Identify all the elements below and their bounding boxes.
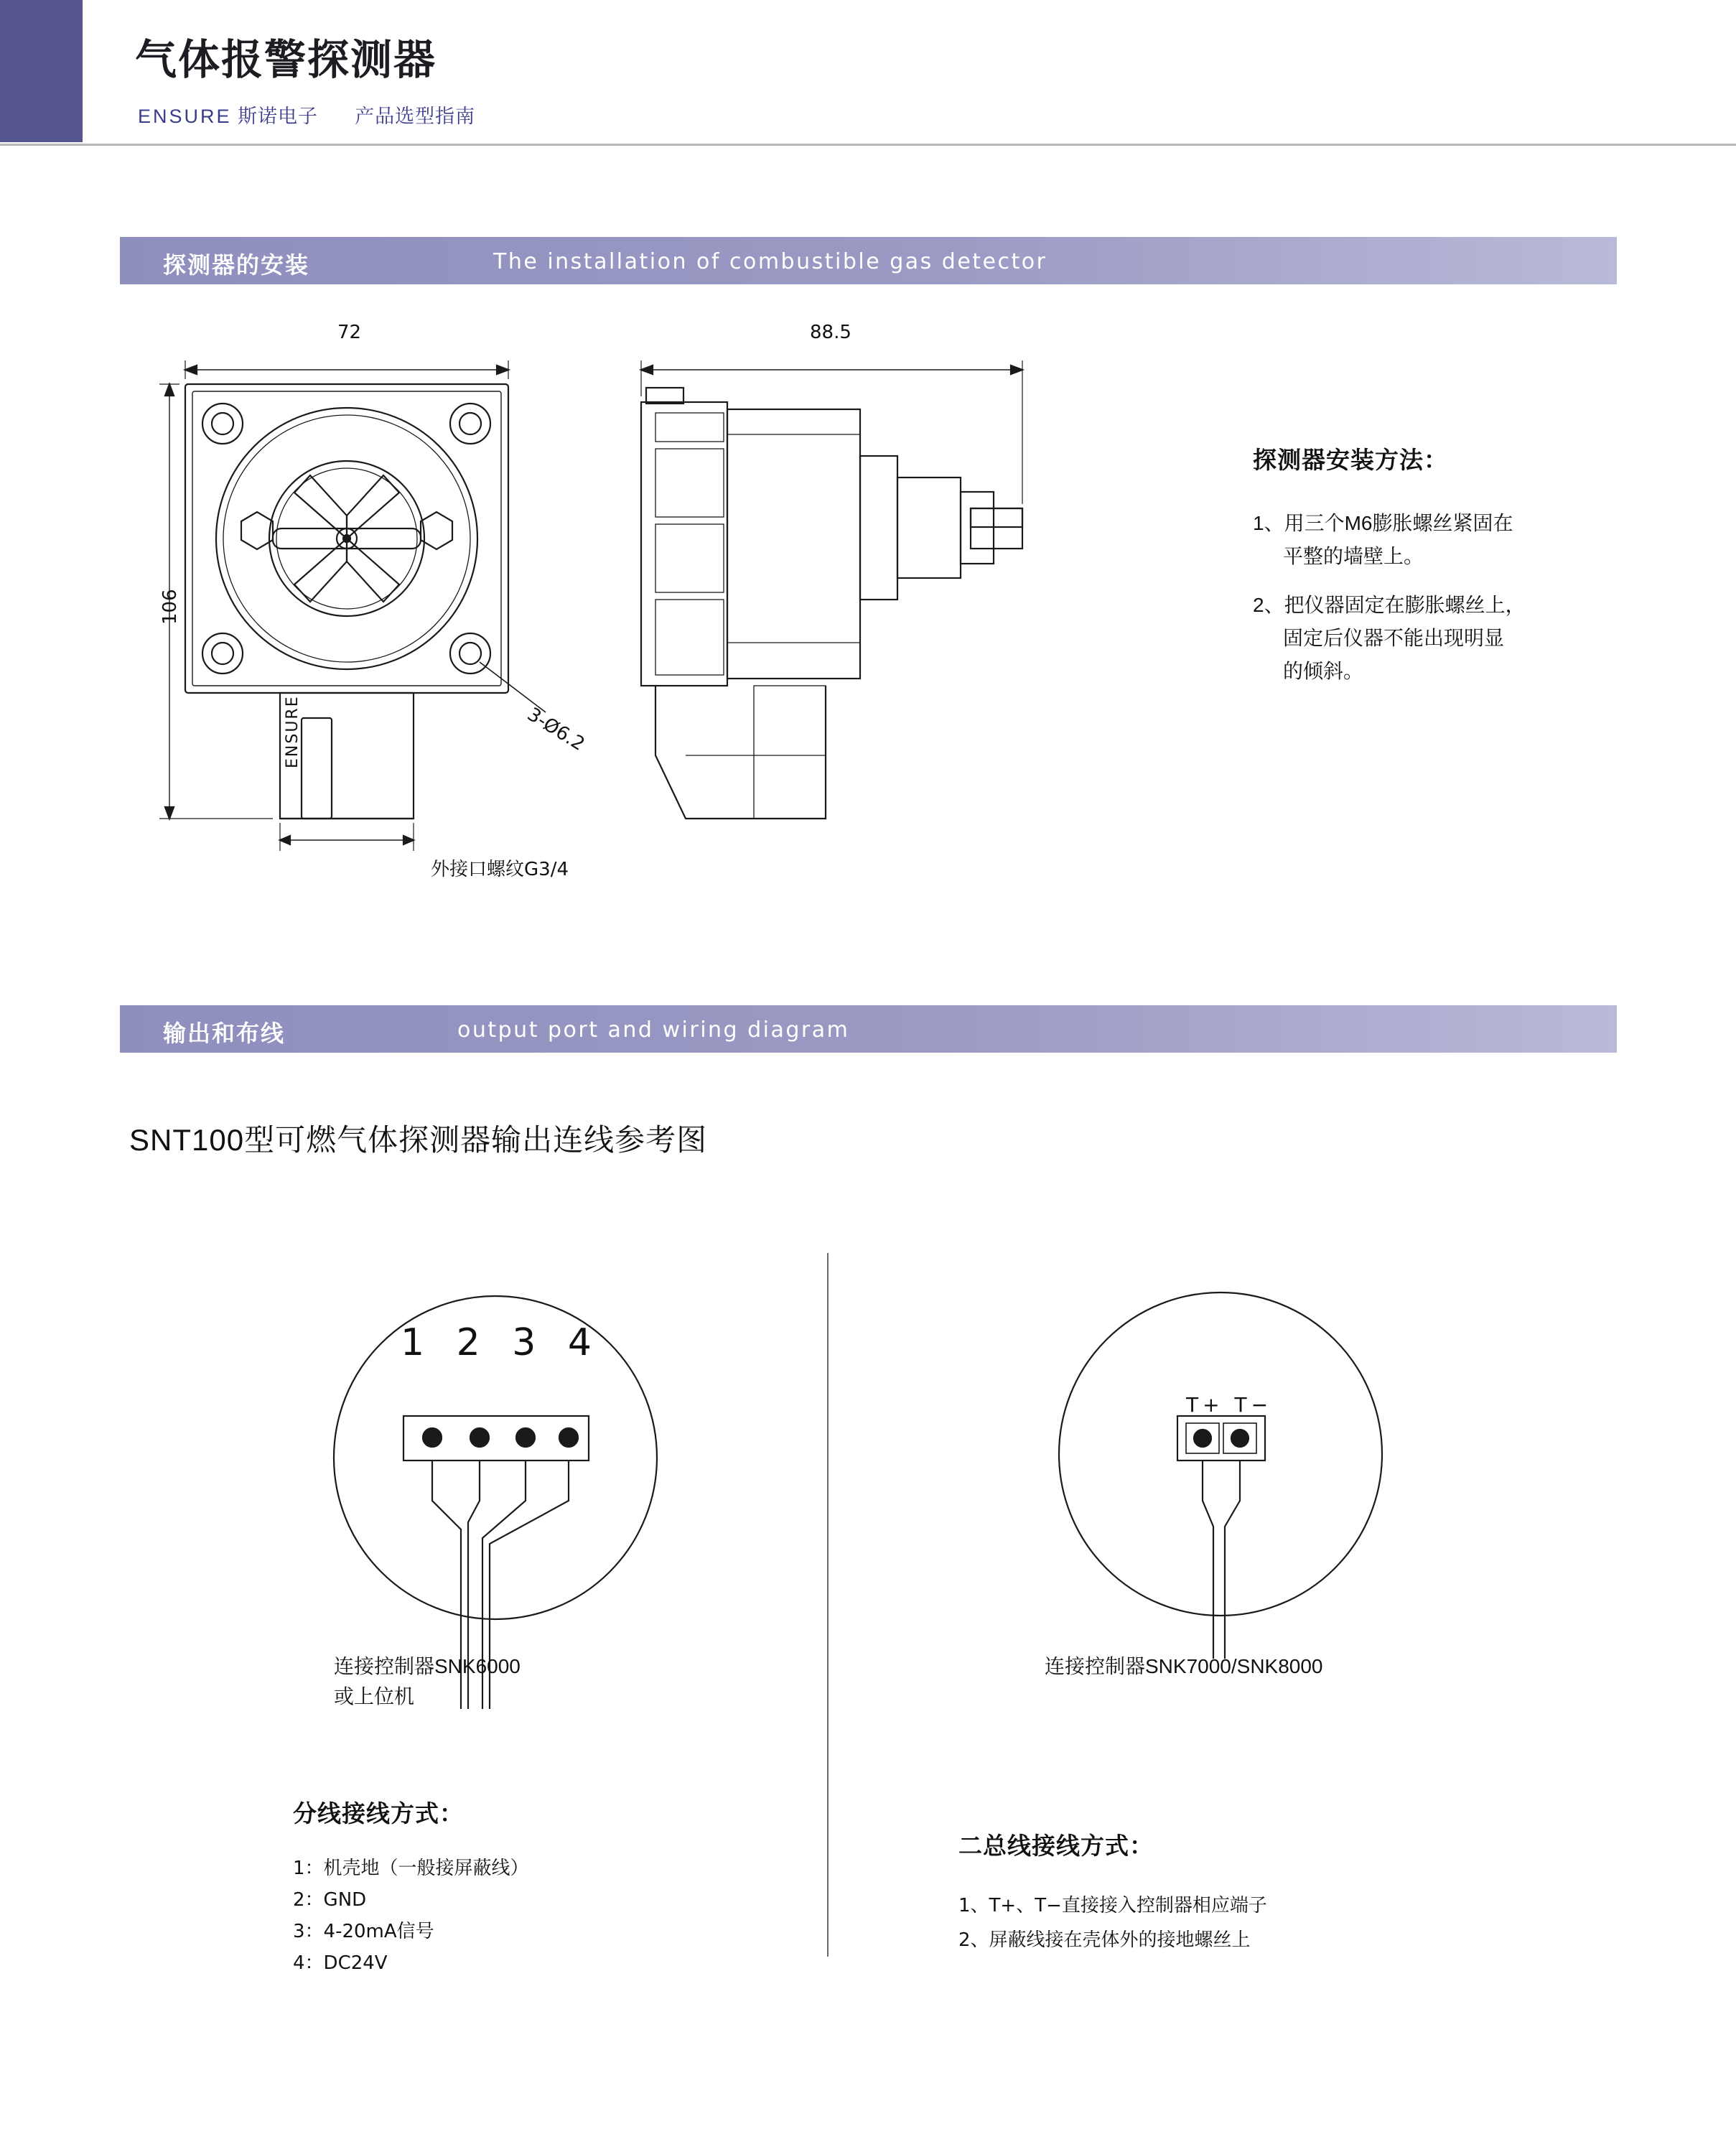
dimension-label-height: 106 [159,589,181,625]
section-title-en-wiring: output port and wiring diagram [457,1017,850,1043]
installation-note-1 [1253,507,1698,573]
note-1-line2: 平整的墙壁上。 [1283,545,1424,567]
dimension-label-holes: 3-Ø6.2 [523,704,589,755]
brand-name-cn: 斯诺电子 [238,106,319,127]
wiring-heading-right: 二总线接线方式： [958,1832,1154,1859]
wiring-right-item-2: 2、屏蔽线接在壳体外的接地螺丝上 [958,1929,1251,1951]
dimension-label-width: 72 [337,322,362,343]
note-2-line1: 把仪器固定在膨胀螺丝上， [1284,594,1526,616]
header-subtitle [138,101,475,129]
wiring-caption-left [334,1652,521,1712]
dimension-label-depth: 88.5 [810,322,851,343]
installation-note-2 [1253,589,1698,688]
terminal-numbers-label: 1 2 3 4 [401,1321,602,1364]
section-header-installation [120,237,1617,284]
installation-notes [1253,442,1698,704]
header-accent-band [0,0,83,142]
section-title-en-installation: The installation of combustible gas detector [493,249,1047,274]
note-2-line3: 的倾斜。 [1283,660,1364,682]
wiring-left-item-1: 1：机壳地（一般接屏蔽线） [293,1858,529,1879]
wiring-list-left [293,1853,529,1979]
note-1-line1: 用三个M6膨胀螺丝紧固在 [1284,512,1513,534]
wiring-right-item-1: 1、T+、T−直接接入控制器相应端子 [958,1895,1267,1916]
body-brand-label: ENSURE [284,695,302,768]
wiring-left-item-3: 3：4-20mA信号 [293,1921,434,1942]
wiring-left-item-2: 2：GND [293,1889,367,1911]
section-title-cn-wiring: 输出和布线 [163,1020,286,1046]
note-2-line2: 固定后仪器不能出现明显 [1283,627,1505,649]
wiring-diagram-2wire [998,1285,1443,1687]
header-divider-rule [0,144,1736,146]
section-header-wiring [120,1005,1617,1053]
section-title-cn-installation: 探测器的安装 [163,252,310,278]
brand-name-en: ENSURE [138,106,232,127]
terminal-tplus-tminus-label: T+ T− [1186,1393,1273,1417]
thread-spec-label: 外接口螺纹G3/4 [431,859,569,880]
wiring-caption-right [1045,1652,1323,1682]
wiring-diagram-title: SNT100型可燃气体探测器输出连线参考图 [129,1123,708,1157]
wiring-caption-left-line2: 或上位机 [334,1685,415,1708]
wiring-column-divider [827,1253,829,1957]
note-2-marker: 2、 [1253,594,1284,616]
note-1-marker: 1、 [1253,512,1284,534]
installation-notes-title: 探测器安装方法： [1253,447,1448,473]
wiring-caption-left-line1: 连接控制器SNK6000 [334,1655,521,1677]
page-header [0,0,1736,147]
wiring-left-item-4: 4：DC24V [293,1952,388,1974]
header-guide-label: 产品选型指南 [355,106,476,127]
wiring-heading-left: 分线接线方式： [293,1800,464,1827]
wiring-caption-right-line1: 连接控制器SNK7000/SNK8000 [1045,1655,1323,1677]
wiring-list-right [958,1888,1267,1957]
page-title: 气体报警探测器 [135,37,437,83]
